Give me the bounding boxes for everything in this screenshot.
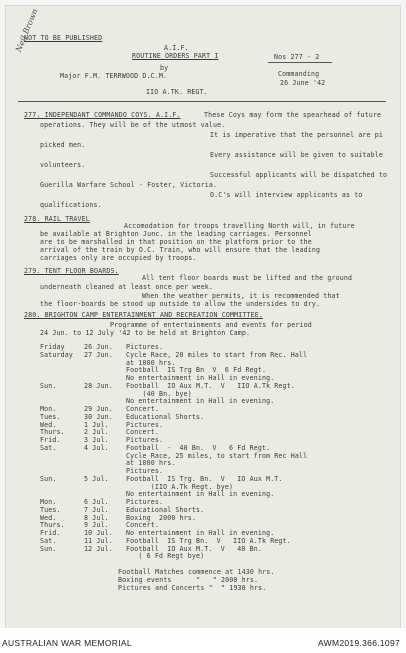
schedule-date: 2 Jul. bbox=[84, 428, 109, 437]
schedule-date: 28 Jun. bbox=[84, 381, 113, 390]
schedule-event: Concert. bbox=[126, 405, 159, 413]
schedule-event: Pictures. bbox=[126, 436, 164, 444]
schedule-day: Tues. bbox=[40, 505, 61, 514]
schedule-event: Football IS Trg Bn. V IIO A.Tk Regt. bbox=[126, 536, 291, 545]
schedule-day: Wed. bbox=[40, 420, 57, 429]
section-280-intro: Programme of entertainments and events for period bbox=[110, 321, 312, 329]
document-title: ROUTINE ORDERS PART I bbox=[132, 52, 219, 60]
section-277-line: operations. They will be of the utmost value. bbox=[40, 121, 226, 129]
schedule-event: Pictures. bbox=[126, 498, 164, 506]
by-label: by bbox=[160, 64, 169, 72]
section-280-heading: 280. BRIGHTON CAMP ENTERTAINMENT AND RECREATION COMMITTEE. bbox=[24, 311, 263, 319]
section-279-line: All tent floor boards must be lifted and the ground bbox=[142, 274, 353, 282]
schedule-note: Boxing events " " 2000 hrs. bbox=[118, 576, 259, 584]
schedule-date: 10 Jul. bbox=[84, 529, 113, 537]
schedule-day: Sat. bbox=[40, 443, 57, 452]
schedule-day: Wed. bbox=[40, 513, 57, 522]
schedule-day: Thurs. bbox=[40, 428, 65, 437]
schedule-event: Educational Shorts. bbox=[126, 412, 205, 421]
schedule-note: Football Matches commence at 1430 hrs. bbox=[118, 568, 275, 576]
schedule-day: Sun. bbox=[40, 381, 57, 390]
schedule-event: at 1000 hrs. bbox=[126, 459, 176, 468]
section-279-line: the floor-boards be stood up outside to allow the undersides to dry. bbox=[40, 300, 321, 308]
schedule-event: No entertainment in Hall in evening. bbox=[126, 374, 275, 382]
schedule-date: 1 Jul. bbox=[84, 420, 109, 429]
schedule-event: No entertainment in Hall in evening. bbox=[126, 490, 275, 499]
schedule-date: 29 Jun. bbox=[84, 405, 113, 413]
archive-reference: AWM2019.366.1097 bbox=[318, 638, 400, 648]
section-278-line: arrival of the train by O.C. Train, who will ensure that the leading bbox=[40, 246, 321, 254]
schedule-event: Football IS Trg Bn V 6 Fd Regt. bbox=[126, 366, 267, 375]
unit-name: IIO A.TK. REGT. bbox=[146, 88, 208, 96]
section-279-line: When the weather permits, it is recommended that bbox=[142, 292, 340, 300]
schedule-date: 11 Jul. bbox=[84, 536, 113, 545]
schedule-date: 3 Jul. bbox=[84, 436, 109, 444]
section-277-line: O.C's will interview applicants as to bbox=[210, 191, 363, 199]
schedule-date: 8 Jul. bbox=[84, 513, 109, 522]
order-date: 26 June '42 bbox=[280, 79, 326, 87]
schedule-date: 27 Jun. bbox=[84, 350, 113, 359]
schedule-date: 6 Jul. bbox=[84, 498, 109, 506]
schedule-event: (IIO A.Tk Regt. bye) bbox=[126, 482, 234, 491]
schedule-day: Mon. bbox=[40, 405, 57, 413]
schedule-day: Mon. bbox=[40, 498, 57, 506]
schedule-event: Concert. bbox=[126, 521, 159, 530]
section-277-line: Guerilla Warfare School - Foster, Victoria. bbox=[40, 181, 218, 189]
schedule-event: Cycle Race, 20 miles to start from Rec. Hall bbox=[126, 350, 308, 359]
schedule-event: Football IO Aux M.T. V 40 Bn. bbox=[126, 544, 262, 553]
section-278-line: carriages only are occupied by troops. bbox=[40, 254, 197, 262]
schedule-event: at 1000 hrs. bbox=[126, 358, 176, 367]
section-278-line: be available at Brighton Junc. in the leading carriages. Personnel bbox=[40, 230, 312, 238]
schedule-day: Sun. bbox=[40, 544, 57, 553]
schedule-event: ( 6 Fd Regt bye) bbox=[126, 552, 205, 561]
section-277-line: Successful applicants will be dispatched to bbox=[210, 171, 388, 179]
commanding-label: Commanding bbox=[278, 70, 320, 78]
schedule-date: 7 Jul. bbox=[84, 505, 109, 514]
schedule-date: 12 Jul. bbox=[84, 544, 113, 553]
schedule-date: 9 Jul. bbox=[84, 521, 109, 530]
schedule-day: Frid. bbox=[40, 529, 61, 537]
aif-label: A.I.F. bbox=[164, 44, 189, 52]
schedule-event: Boxing 2000 hrs. bbox=[126, 513, 197, 522]
archive-footer bbox=[0, 628, 406, 653]
section-277-heading: 277. INDEPENDANT COMMANDO COYS. A.I.F. bbox=[24, 111, 181, 119]
schedule-event: Football IS Trg. Bn. V IO Aux M.T. bbox=[126, 474, 283, 483]
not-published-stamp: NOT TO BE PUBLISHED bbox=[24, 34, 103, 42]
schedule-event: Educational Shorts. bbox=[126, 505, 205, 514]
section-277-line: qualifications. bbox=[40, 201, 102, 209]
schedule-event: No entertainment in Hall in evening. bbox=[126, 397, 275, 406]
schedule-day: Friday bbox=[40, 343, 65, 351]
schedule-date: 26 Jun. bbox=[84, 343, 113, 351]
schedule-event: (40 Bn. bye) bbox=[126, 389, 192, 398]
section-278-line: Accomodation for troops travelling North will, in future bbox=[124, 222, 355, 230]
schedule-event: Football IO Aux M.T. V IIO A.Tk Regt. bbox=[126, 381, 295, 390]
schedule-date: 5 Jul. bbox=[84, 474, 109, 483]
schedule-event: Pictures. bbox=[126, 420, 164, 429]
section-277-line: Every assistance will be given to suitable bbox=[210, 151, 384, 159]
schedule-day: Tues. bbox=[40, 412, 61, 421]
schedule-day: Thurs. bbox=[40, 521, 65, 530]
section-280-intro: 24 Jun. to 12 July '42 to be held at Brighton Camp. bbox=[40, 329, 251, 337]
schedule-event: Football - 40 Bn. V 6 Fd Regt. bbox=[126, 443, 271, 452]
section-277-line: It is imperative that the personnel are pi bbox=[210, 131, 384, 139]
handwritten-note: Neil Brown bbox=[14, 7, 40, 54]
section-279-heading: 279. TENT FLOOR BOARDS. bbox=[24, 267, 119, 275]
schedule-date: 4 Jul. bbox=[84, 443, 109, 452]
schedule-note: Pictures and Concerts " " 1930 hrs. bbox=[118, 584, 267, 592]
schedule-event: Concert. bbox=[126, 428, 159, 437]
section-277-line: picked men. bbox=[40, 141, 86, 149]
schedule-day: Sun. bbox=[40, 474, 57, 483]
section-279-line: underneath cleaned at least once per week. bbox=[40, 283, 214, 291]
schedule-date: 30 Jun. bbox=[84, 412, 113, 421]
header-divider bbox=[18, 101, 386, 102]
schedule-day: Sat. bbox=[40, 536, 57, 545]
header-underline bbox=[268, 62, 332, 63]
archive-name: AUSTRALIAN WAR MEMORIAL bbox=[2, 638, 132, 648]
schedule-day: Saturday bbox=[40, 350, 73, 359]
commanding-officer: Major F.M. TERRWOOD D.C.M. bbox=[60, 72, 168, 80]
schedule-event: Pictures. bbox=[126, 343, 164, 351]
section-278-line: are to be marshalled in that position on the platform prior to the bbox=[40, 238, 312, 246]
schedule-day: Frid. bbox=[40, 436, 61, 444]
schedule-event: No entertainment in Hall in evening. bbox=[126, 529, 275, 537]
schedule-event: Pictures. bbox=[126, 467, 164, 475]
section-277-line: volunteers. bbox=[40, 161, 86, 169]
schedule-event: Cycle Race, 25 miles, to start from Rec Hall bbox=[126, 451, 308, 460]
section-278-heading: 278. RAIL TRAVEL bbox=[24, 215, 90, 223]
order-number: Nos 277 - 2 bbox=[274, 53, 320, 61]
section-277-line: These Coys may form the spearhead of future bbox=[204, 111, 382, 119]
